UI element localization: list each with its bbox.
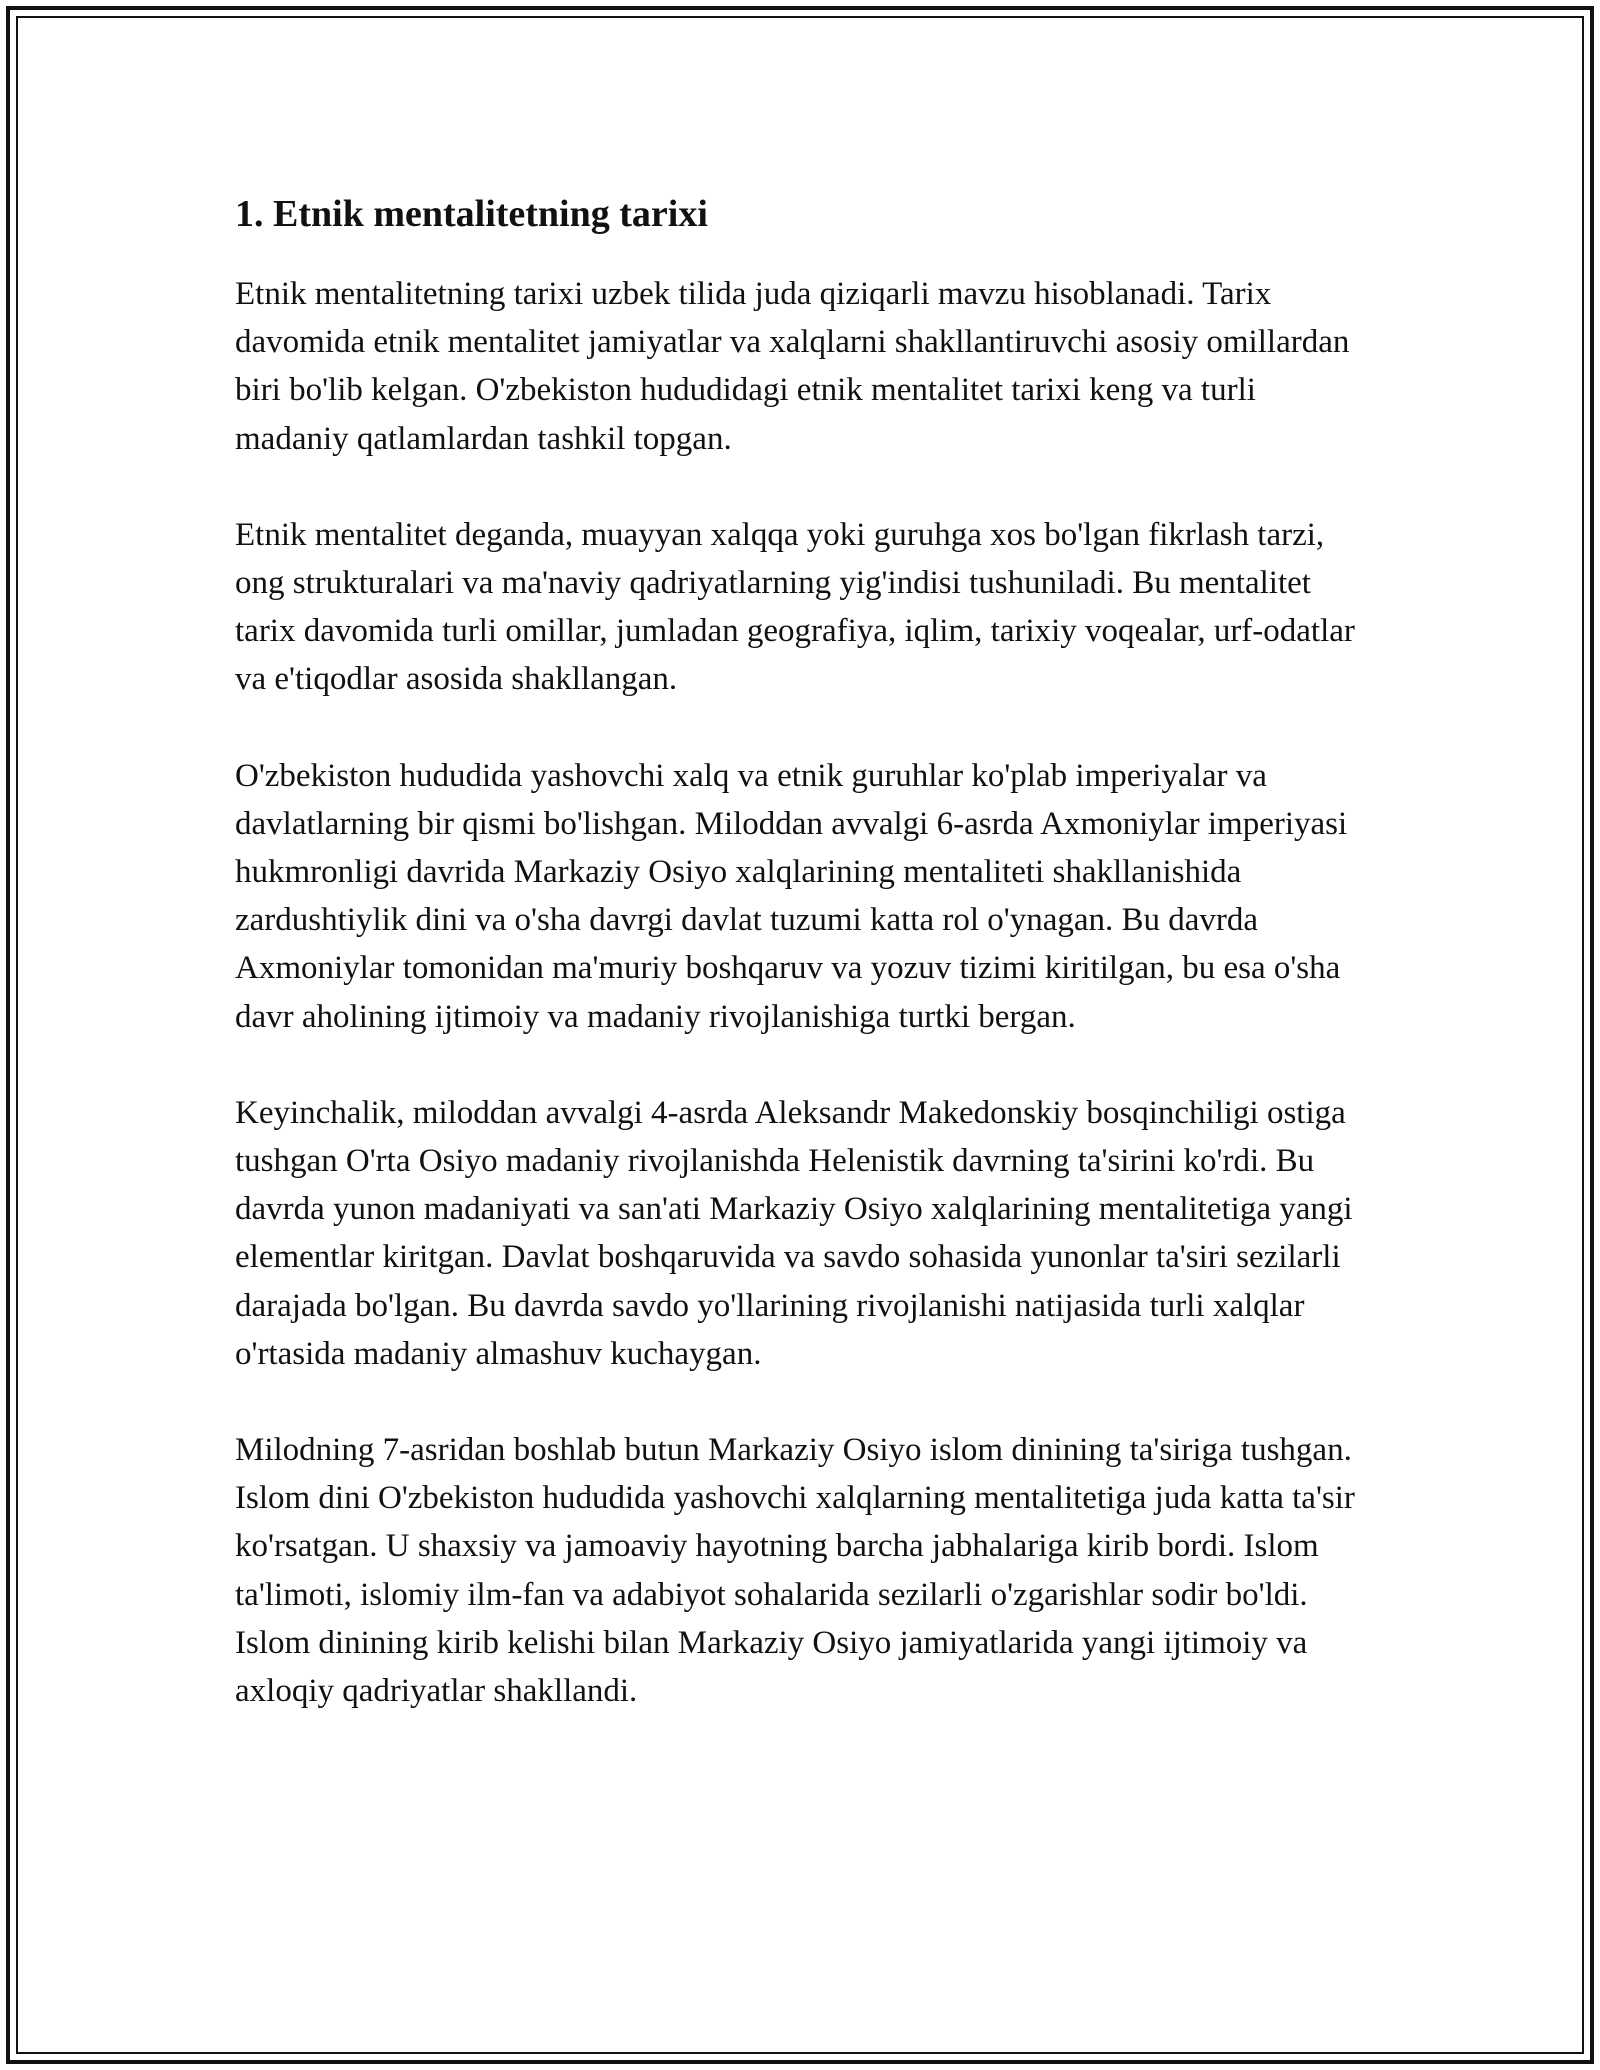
paragraph-4: Keyinchalik, miloddan avvalgi 4-asrda Aleksandr Makedonskiy bosqinchiligi ostiga tushgan O'rta Osiyo madaniy rivojlanishda Helenistik davrning ta'sirini ko'rdi. Bu davrda yunon madaniyati va san'ati Markaziy Osiyo xalqlarining mentalitetiga yangi elementlar kiritgan. Davlat boshqaruvida va savdo sohasida yunonlar ta'siri sezilarli darajada bo'lgan. Bu davrda savdo yo'llarining rivojlanishi natijasida turli xalqlar o'rtasida madaniy almashuv kuchaygan. xyxy=(235,1094,1353,1372)
paragraph-2: Etnik mentalitet deganda, muayyan xalqqa yoki guruhga xos bo'lgan fikrlash tarzi, ong strukturalari va ma'naviy qadriyatlarning yig'indisi tushuniladi. Bu mentalitet tarix davomida turli omillar, jumladan geografiya, iqlim, tarixiy voqealar, urf-odatlar va e'tiqodlar asosida shakllangan. xyxy=(235,516,1355,698)
paragraph-5: Milodning 7-asridan boshlab butun Markaziy Osiyo islom dinining ta'siriga tushgan. Islom dini O'zbekiston hududida yashovchi xalqlarning mentalitetiga juda katta ta'sir ko'rsatgan. U shaxsiy va jamoaviy hayotning barcha jabhalariga kirib bordi. Islom ta'limoti, islomiy ilm-fan va adabiyot sohalarida sezilarli o'zgarishlar sodir bo'ldi. Islom dinining kirib kelishi bilan Markaziy Osiyo jamiyatlarida yangi ijtimoiy va axloqiy qadriyatlar shakllandi. xyxy=(235,1432,1355,1710)
section-heading: 1. Etnik mentalitetning tarixi xyxy=(235,193,708,235)
paragraph-1: Etnik mentalitetning tarixi uzbek tilida juda qiziqarli mavzu hisoblanadi. Tarix davomida etnik mentalitet jamiyatlar va xalqlarni shakllantiruvchi asosiy omillardan biri bo'lib kelgan. O'zbekiston hududidagi etnik mentalitet tarixi keng va turli madaniy qatlamlardan tashkil topgan. xyxy=(235,276,1350,457)
document-body xyxy=(235,188,1375,1763)
paragraph-3: O'zbekiston hududida yashovchi xalq va etnik guruhlar ko'plab imperiyalar va davlatlarning bir qismi bo'lishgan. Miloddan avvalgi 6-asrda Axmoniylar imperiyasi hukmronligi davrida Markaziy Osiyo xalqlarining mentaliteti shakllanishida zardushtiylik dini va o'sha davrgi davlat tuzumi katta rol o'ynagan. Bu davrda Axmoniylar tomonidan ma'muriy boshqaruv va yozuv tizimi kiritilgan, bu esa o'sha davr aholining ijtimoiy va madaniy rivojlanishiga turtki bergan. xyxy=(235,757,1348,1035)
